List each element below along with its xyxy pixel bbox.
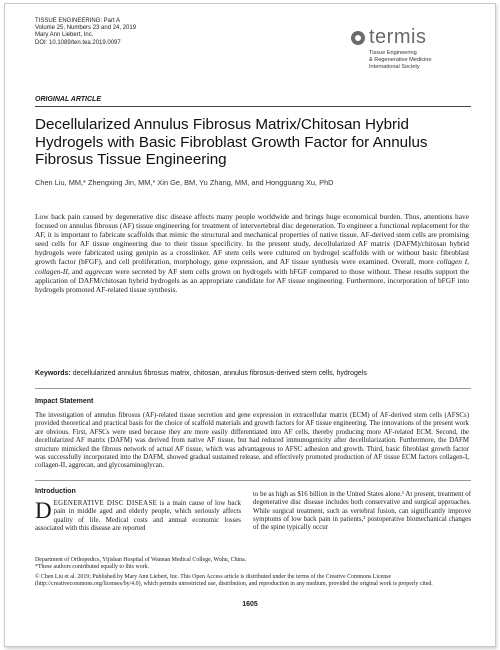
page-number: 1605 bbox=[242, 601, 258, 608]
brand-subtitle-line: Tissue Engineering bbox=[369, 50, 417, 56]
termis-logo bbox=[351, 26, 491, 70]
article-page bbox=[4, 3, 496, 647]
journal-publisher: Mary Ann Liebert, Inc. bbox=[35, 32, 94, 39]
journal-volume: Volume 25, Numbers 23 and 24, 2019 bbox=[35, 25, 137, 32]
abstract-gene: collagen-II bbox=[35, 266, 68, 276]
journal-doi[interactable]: DOI: 10.1089/ten.tea.2019.0097 bbox=[35, 39, 121, 46]
brand-subtitle bbox=[369, 50, 491, 70]
abstract-text: , and bbox=[67, 266, 86, 276]
introduction-heading: Introduction bbox=[35, 488, 76, 495]
article-title: Decellularized Annulus Fibrosus Matrix/Chitosan Hybrid Hydrogels with Basic Fibroblast Growth Factor for Annulus Fibrosus Tissue Engineering bbox=[35, 116, 428, 169]
keywords bbox=[35, 370, 471, 377]
footnotes bbox=[35, 557, 471, 588]
brand-name: termis bbox=[369, 26, 427, 48]
keywords-label: Keywords: bbox=[35, 370, 71, 377]
abstract-text: , bbox=[467, 257, 469, 267]
abstract bbox=[35, 212, 469, 294]
impact-statement-text: The investigation of annulus fibrosus (AF)-related tissue secretion and gene expression in extracellular matrix (ECM) of AF-derived stem cells (AFSCs) provided theoretical and practical basis for the choice of scaffold materials and growth factors for AF tissue engineering. The innovations of the present work are obvious. First, AFSCs were used because they are more easily differentiated into AF cells, thereby producing more AF-related ECM. Second, the decellularized AF matrix (DAFM) was derived from native AF tissue, but had reduced immunogenicity after decellularization. Furthermore, the DAFM structure mimicked the fibrous network of actual AF tissue, which was advantageous to AFSC adhesion and growth. Third, basic fibroblast growth factor was successfully incorporated into the DAFM, showed gradual sustained release, and effectively promoted production of AF tissue ECM factors collagen-I, collagen-II, aggrecan, and glycosaminoglycan. bbox=[35, 412, 469, 470]
abstract-text: were secreted by AF stem cells grown on hydrogels with bFGF compared to those without. These results support the application of DAFM/chitosan hybrid hydrogels as an appropriate candidate for AF tissue engineering. Furthermore, incorporation of bFGF into hydrogels promoted AF-related tissue synthesis. bbox=[35, 266, 469, 294]
abstract-text: Low back pain caused by degenerative disc disease affects many people worldwide and brings huge economical burden. Thus, attentions have focused on annulus fibrosus (AF) tissue engineering for treatment of intervertebral disc degeneration. To engineer a functional replacement for the AF, it is important to fabricate scaffolds that mimic the structural and mechanical properties of native tissue. AF-derived stem cells are promising seed cells for AF tissue engineering due to their tissue specificity. In the present study, decellularized AF matrix (DAFM)/chitosan hybrid hydrogels were fabricated using genipin as a crosslinker. AF stem cells were cultured on hydrogel scaffolds with or without basic fibroblast growth factor (bFGF), and cell proliferation, morphology, gene expression, and AF tissue synthesis were examined. Overall, more bbox=[35, 212, 469, 267]
intro-left-text: is a main cause of low back pain in middle aged and elderly people, which seriously affects quality of life. Medical costs and annual economic losses associated with this disease are reported bbox=[35, 500, 241, 532]
equal-contribution-note: *These authors contributed equally to this work. bbox=[35, 564, 150, 571]
brand-subtitle-line: & Regenerative Medicine bbox=[369, 56, 432, 63]
abstract-gene: aggrecan bbox=[85, 266, 113, 276]
drop-cap: D bbox=[35, 498, 52, 523]
brand-subtitle-line: International Society bbox=[369, 63, 420, 70]
affiliation: Department of Orthopedics, Yijishan Hospital of Wannan Medical College, Wuhu, China. bbox=[35, 557, 247, 563]
header-divider bbox=[35, 106, 471, 107]
introduction-right-column: to be as high as $16 billion in the United States alone.¹ At present, treatment of degenerative disc disease includes both conservative and surgical approaches. While surgical treatment, such as vertebral fusion, can significantly improve symptoms of low back pain in patients,² postoperative biomechanical changes of the spine typically occur bbox=[253, 491, 471, 532]
license-statement: © Chen Liu et al. 2019; Published by Mary Ann Liebert, Inc. This Open Access article is distributed under the terms of the Creative Commons License (http://creativecommons.org/licenses/by/4.0), which permits unrestricted use, distribution, and reproduction in any medium, provided the original work is properly cited. bbox=[35, 574, 433, 588]
journal-name: TISSUE ENGINEERING: Part A bbox=[35, 18, 121, 24]
termis-emblem-icon bbox=[351, 31, 365, 45]
intro-smallcaps: EGENERATIVE DISC DISEASE bbox=[53, 500, 158, 507]
keywords-text: decellularized annulus fibrosus matrix, chitosan, annulus fibrosus-derived stem cells, hydrogels bbox=[70, 370, 367, 377]
journal-info bbox=[35, 18, 136, 47]
introduction-left-column bbox=[35, 500, 241, 533]
author-list: Chen Liu, MM,* Zhengxing Jin, MM,* Xin Ge, BM, Yu Zhang, MM, and Hongguang Xu, PhD bbox=[35, 178, 334, 187]
section-label: ORIGINAL ARTICLE bbox=[35, 96, 101, 103]
impact-divider bbox=[35, 480, 471, 481]
impact-statement-heading: Impact Statement bbox=[35, 398, 94, 405]
keywords-divider bbox=[35, 388, 471, 389]
abstract-gene: collagen I bbox=[436, 257, 468, 267]
